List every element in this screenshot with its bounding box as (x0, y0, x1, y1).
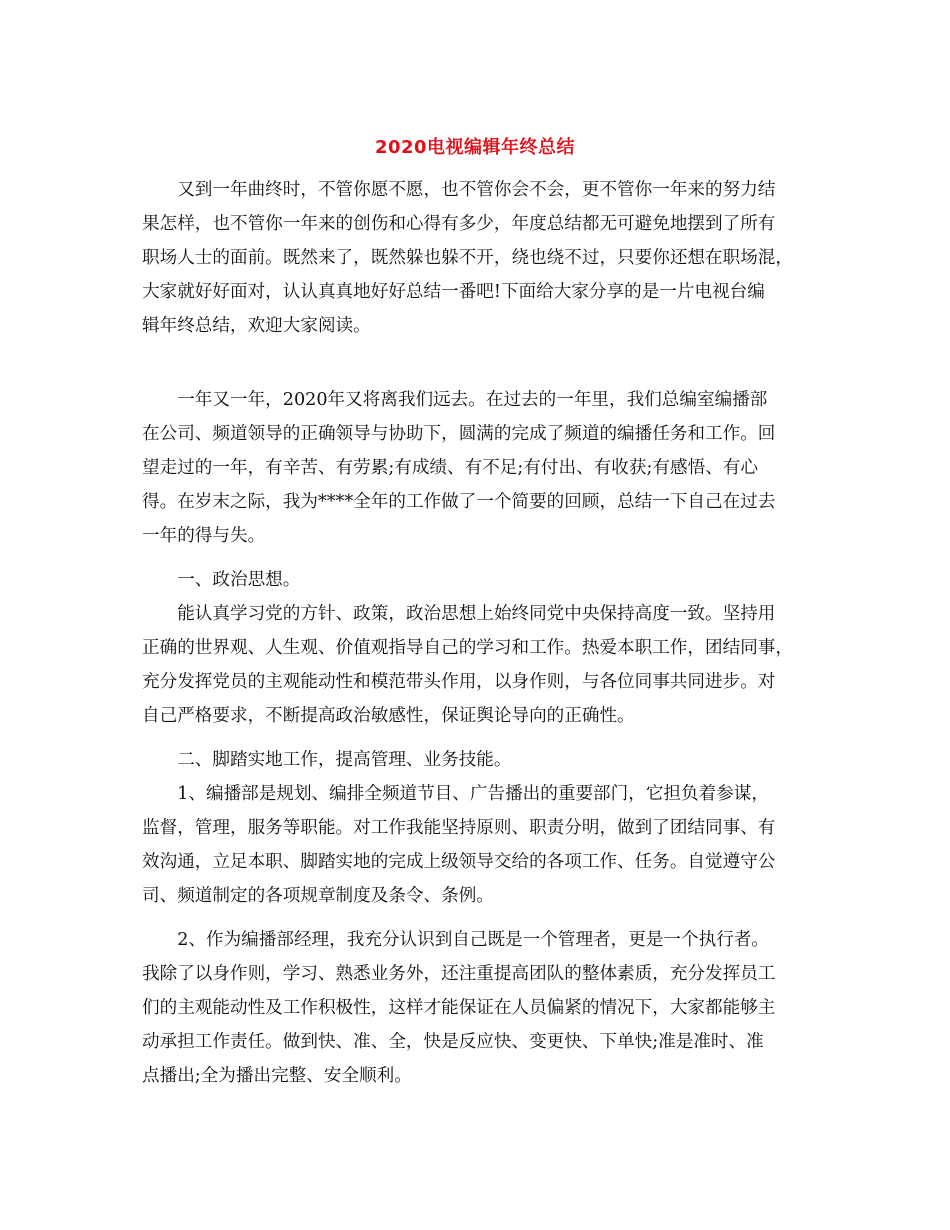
text-line: 在公司、频道领导的正确领导与协助下，圆满的完成了频道的编播任务和工作。回 (142, 424, 776, 444)
text-line: 一年又一年，2020年又将离我们远去。在过去的一年里，我们总编室编播部 (142, 390, 768, 410)
text-line: 辑年终总结，欢迎大家阅读。 (142, 316, 371, 336)
text-line: 正确的世界观、人生观、价值观指导自己的学习和工作。热爱本职工作，团结同事， (142, 638, 793, 658)
text-line: 点播出;全为播出完整、安全顺利。 (142, 1066, 412, 1086)
text-line: 2、作为编播部经理，我充分认识到自己既是一个管理者，更是一个执行者。 (142, 930, 769, 950)
text-line: 能认真学习党的方针、政策，政治思想上始终同党中央保持高度一致。坚持用 (142, 604, 776, 624)
text-line: 二、脚踏实地工作，提高管理、业务技能。 (142, 750, 512, 770)
text-line: 果怎样，也不管你一年来的创伤和心得有多少，年度总结都无可避免地摆到了所有 (142, 214, 776, 234)
text-line: 得。在岁末之际，我为****全年的工作做了一个简要的回顾，总结一下自己在过去 (142, 492, 776, 512)
text-line: 大家就好好面对，认认真真地好好总结一番吧!下面给大家分享的是一片电视台编 (142, 282, 765, 302)
text-line: 们的主观能动性及工作积极性，这样才能保证在人员偏紧的情况下，大家都能够主 (142, 998, 776, 1018)
text-line: 望走过的一年，有辛苦、有劳累;有成绩、有不足;有付出、有收获;有感悟、有心 (142, 458, 758, 478)
text-line: 司、频道制定的各项规章制度及条令、条例。 (142, 886, 494, 906)
text-line: 一、政治思想。 (142, 570, 301, 590)
text-line: 动承担工作责任。做到快、准、全，快是反应快、变更快、下单快;准是准时、准 (142, 1032, 764, 1052)
text-line: 1、编播部是规划、编排全频道节目、广告播出的重要部门，它担负着参谋， (142, 784, 769, 804)
document-title: 2020电视编辑年终总结 (374, 137, 576, 158)
text-line: 又到一年曲终时，不管你愿不愿，也不管你会不会，更不管你一年来的努力结 (142, 180, 776, 200)
text-line: 一年的得与失。 (142, 526, 266, 546)
text-line: 充分发挥党员的主观能动性和模范带头作用，以身作则，与各位同事共同进步。对 (142, 672, 776, 692)
text-line: 监督，管理，服务等职能。对工作我能坚持原则、职责分明，做到了团结同事、有 (142, 818, 776, 838)
text-line: 职场人士的面前。既然来了，既然躲也躲不开，绕也绕不过，只要你还想在职场混， (142, 248, 793, 268)
text-line: 我除了以身作则，学习、熟悉业务外，还注重提高团队的整体素质，充分发挥员工 (142, 964, 776, 984)
text-line: 自己严格要求，不断提高政治敏感性，保证舆论导向的正确性。 (142, 706, 635, 726)
text-line: 效沟通，立足本职、脚踏实地的完成上级领导交给的各项工作、任务。自觉遵守公 (142, 852, 776, 872)
